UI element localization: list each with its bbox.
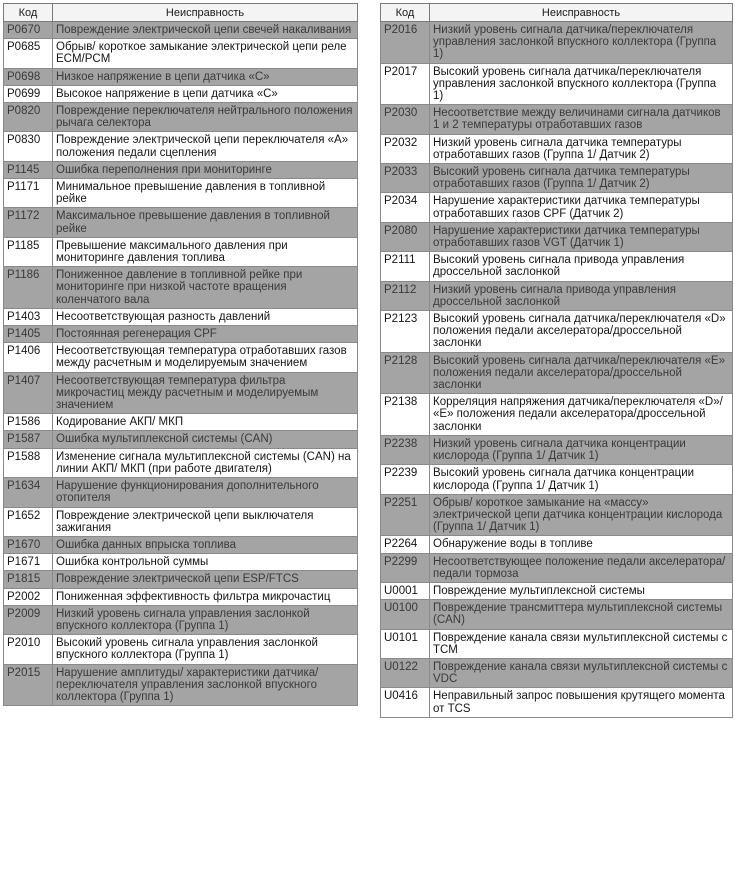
table-row: [381, 553, 733, 582]
fault-description: Неправильный запрос повышения крутящего момента от TCS: [430, 688, 733, 717]
fault-description: Высокое напряжение в цепи датчика «С»: [53, 85, 358, 102]
table-row: [381, 311, 733, 353]
fault-description: Корреляция напряжения датчика/переключателя «D»/ «Е» положения педали акселератора/дроссельной заслонки: [430, 394, 733, 436]
fault-description: Обрыв/ короткое замыкание электрической цепи реле ECM/PCM: [53, 39, 358, 68]
fault-description: Ошибка мультиплексной системы (CAN): [53, 431, 358, 448]
fault-code: U0001: [381, 582, 430, 599]
fault-description: Высокий уровень сигнала датчика/переключателя «Е» положения педали акселератора/дроссельной заслонки: [430, 352, 733, 394]
fault-description: Повреждение электрической цепи ESP/FTCS: [53, 571, 358, 588]
table-header: [4, 4, 358, 22]
fault-code: P2010: [4, 635, 53, 664]
header-fault: Неисправность: [53, 4, 358, 22]
fault-code: P2002: [4, 588, 53, 605]
fault-code: P1671: [4, 554, 53, 571]
fault-description: Низкий уровень сигнала управления заслонкой впускного коллектора (Группа 1): [53, 605, 358, 634]
fault-description: Высокий уровень сигнала привода управления дроссельной заслонкой: [430, 252, 733, 281]
fault-code: P2238: [381, 435, 430, 464]
fault-description: Изменение сигнала мультиплексной системы (CAN) на линии АКП/ МКП (при работе двигателя): [53, 448, 358, 477]
fault-description: Несоответствующая разность давлений: [53, 308, 358, 325]
fault-description: Повреждение канала связи мультиплексной системы с ТСМ: [430, 629, 733, 658]
fault-code: P2111: [381, 252, 430, 281]
table-row: [4, 237, 358, 266]
table-row: [4, 507, 358, 536]
table-row: [381, 658, 733, 687]
table-header: [381, 4, 733, 22]
fault-description: Ошибка контрольной суммы: [53, 554, 358, 571]
table-row: [381, 629, 733, 658]
table-row: [4, 448, 358, 477]
table-row: [4, 635, 358, 664]
fault-code: U0122: [381, 658, 430, 687]
fault-description: Низкое напряжение в цепи датчика «С»: [53, 68, 358, 85]
table-row: [381, 465, 733, 494]
table-row: [381, 352, 733, 394]
fault-code: P1403: [4, 308, 53, 325]
fault-code: P1186: [4, 267, 53, 309]
fault-code: U0416: [381, 688, 430, 717]
table-row: [4, 68, 358, 85]
fault-description: Повреждение канала связи мультиплексной системы с VDC: [430, 658, 733, 687]
fault-description: Несоответствующая температура отработавших газов между расчетным и моделируемым значением: [53, 343, 358, 372]
fault-codes-table-left: [3, 3, 358, 706]
fault-description: Несоответствие между величинами сигнала датчиков 1 и 2 температуры отработавших газов: [430, 105, 733, 134]
fault-code: P0699: [4, 85, 53, 102]
fault-description: Обнаружение воды в топливе: [430, 536, 733, 553]
header-code: Код: [381, 4, 430, 22]
fault-description: Низкий уровень сигнала датчика концентрации кислорода (Группа 1/ Датчик 1): [430, 435, 733, 464]
fault-codes-table-right: [380, 3, 733, 718]
table-row: [4, 571, 358, 588]
table-row: [4, 554, 358, 571]
fault-description: Высокий уровень сигнала управления заслонкой впускного коллектора (Группа 1): [53, 635, 358, 664]
fault-description: Несоответствующее положение педали акселератора/ педали тормоза: [430, 553, 733, 582]
table-body-right: [381, 22, 733, 718]
fault-code: P2264: [381, 536, 430, 553]
table-row: [4, 414, 358, 431]
fault-description: Нарушение функционирования дополнительного отопителя: [53, 478, 358, 507]
fault-description: Высокий уровень сигнала датчика концентрации кислорода (Группа 1/ Датчик 1): [430, 465, 733, 494]
fault-code: P2251: [381, 494, 430, 536]
fault-code: P2112: [381, 281, 430, 310]
table-row: [4, 664, 358, 706]
fault-code: P1815: [4, 571, 53, 588]
fault-description: Несоответствующая температура фильтра микрочастиц между расчетным и моделируемым значением: [53, 372, 358, 414]
fault-description: Низкий уровень сигнала датчика/переключателя управления заслонкой впускного коллектора (Группа 1): [430, 22, 733, 64]
fault-description: Низкий уровень сигнала привода управления дроссельной заслонкой: [430, 281, 733, 310]
fault-description: Постоянная регенерация CPF: [53, 326, 358, 343]
table-row: [381, 22, 733, 64]
fault-description: Превышение максимального давления при мониторинге давления топлива: [53, 237, 358, 266]
table-row: [381, 688, 733, 717]
fault-description: Минимальное превышение давления в топливной рейке: [53, 179, 358, 208]
table-row: [381, 164, 733, 193]
fault-description: Повреждение электрической цепи свечей накаливания: [53, 22, 358, 39]
table-row: [381, 134, 733, 163]
fault-code: P1652: [4, 507, 53, 536]
table-row: [381, 494, 733, 536]
fault-description: Высокий уровень сигнала датчика/переключателя управления заслонкой впускного коллектора (Группа 1): [430, 63, 733, 105]
fault-code: P0670: [4, 22, 53, 39]
fault-code: P2032: [381, 134, 430, 163]
table-row: [4, 326, 358, 343]
fault-code: P2123: [381, 311, 430, 353]
fault-code: P0698: [4, 68, 53, 85]
fault-code: U0100: [381, 600, 430, 629]
fault-description: Повреждение электрической цепи переключателя «А» положения педали сцепления: [53, 132, 358, 161]
fault-code: P1407: [4, 372, 53, 414]
table-row: [381, 394, 733, 436]
fault-code: P1670: [4, 536, 53, 553]
fault-code: P1405: [4, 326, 53, 343]
fault-code: P2016: [381, 22, 430, 64]
fault-description: Высокий уровень сигнала датчика температуры отработавших газов (Группа 1/ Датчик 2): [430, 164, 733, 193]
table-row: [381, 193, 733, 222]
fault-description: Низкий уровень сигнала датчика температуры отработавших газов (Группа 1/ Датчик 2): [430, 134, 733, 163]
header-code: Код: [4, 4, 53, 22]
fault-code: P2033: [381, 164, 430, 193]
fault-code: P1406: [4, 343, 53, 372]
fault-code: P1634: [4, 478, 53, 507]
table-row: [381, 222, 733, 251]
fault-description: Повреждение переключателя нейтрального положения рычага селектора: [53, 103, 358, 132]
fault-description: Высокий уровень сигнала датчика/переключателя «D» положения педали акселератора/дроссельной заслонки: [430, 311, 733, 353]
table-row: [4, 478, 358, 507]
fault-code: U0101: [381, 629, 430, 658]
fault-code: P2128: [381, 352, 430, 394]
table-row: [381, 281, 733, 310]
fault-code: P1171: [4, 179, 53, 208]
fault-description: Повреждение электрической цепи выключателя зажигания: [53, 507, 358, 536]
table-row: [4, 103, 358, 132]
fault-description: Нарушение характеристики датчика температуры отработавших газов VGT (Датчик 1): [430, 222, 733, 251]
fault-code: P2138: [381, 394, 430, 436]
fault-code: P2030: [381, 105, 430, 134]
fault-description: Кодирование АКП/ МКП: [53, 414, 358, 431]
fault-code: P2017: [381, 63, 430, 105]
fault-description: Нарушение характеристики датчика температуры отработавших газов CPF (Датчик 2): [430, 193, 733, 222]
table-row: [381, 252, 733, 281]
fault-code: P2080: [381, 222, 430, 251]
table-row: [4, 179, 358, 208]
fault-description: Максимальное превышение давления в топливной рейке: [53, 208, 358, 237]
fault-description: Повреждение мультиплексной системы: [430, 582, 733, 599]
fault-description: Обрыв/ короткое замыкание на «массу» электрической цепи датчика концентрации кислорода (Группа 1/ Датчик 1): [430, 494, 733, 536]
table-row: [4, 605, 358, 634]
fault-code: P2009: [4, 605, 53, 634]
fault-code: P1145: [4, 161, 53, 178]
fault-code: P1587: [4, 431, 53, 448]
table-row: [4, 161, 358, 178]
fault-description: Пониженное давление в топливной рейке при мониторинге при низкой частоте вращения коленчатого вала: [53, 267, 358, 309]
table-body-left: [4, 22, 358, 706]
table-row: [4, 431, 358, 448]
table-row: [381, 600, 733, 629]
fault-code: P2299: [381, 553, 430, 582]
table-row: [4, 85, 358, 102]
fault-code: P2034: [381, 193, 430, 222]
fault-code: P0820: [4, 103, 53, 132]
header-fault: Неисправность: [430, 4, 733, 22]
fault-code: P0830: [4, 132, 53, 161]
table-row: [381, 105, 733, 134]
fault-code: P1185: [4, 237, 53, 266]
fault-code: P0685: [4, 39, 53, 68]
table-row: [4, 343, 358, 372]
fault-code: P1588: [4, 448, 53, 477]
fault-code: P2015: [4, 664, 53, 706]
fault-description: Пониженная эффективность фильтра микрочастиц: [53, 588, 358, 605]
table-row: [381, 582, 733, 599]
fault-description: Нарушение амплитуды/ характеристики датчика/ переключателя управления заслонкой впускного коллектора (Группа 1): [53, 664, 358, 706]
table-row: [4, 267, 358, 309]
fault-description: Повреждение трансмиттера мультиплексной системы (CAN): [430, 600, 733, 629]
table-row: [381, 63, 733, 105]
fault-description: Ошибка данных впрыска топлива: [53, 536, 358, 553]
fault-code: P2239: [381, 465, 430, 494]
table-row: [4, 22, 358, 39]
fault-description: Ошибка переполнения при мониторинге: [53, 161, 358, 178]
table-row: [4, 132, 358, 161]
fault-code: P1172: [4, 208, 53, 237]
table-row: [4, 536, 358, 553]
table-row: [4, 39, 358, 68]
table-row: [4, 308, 358, 325]
table-row: [381, 536, 733, 553]
table-row: [4, 588, 358, 605]
table-row: [4, 372, 358, 414]
fault-code: P1586: [4, 414, 53, 431]
table-row: [381, 435, 733, 464]
table-row: [4, 208, 358, 237]
